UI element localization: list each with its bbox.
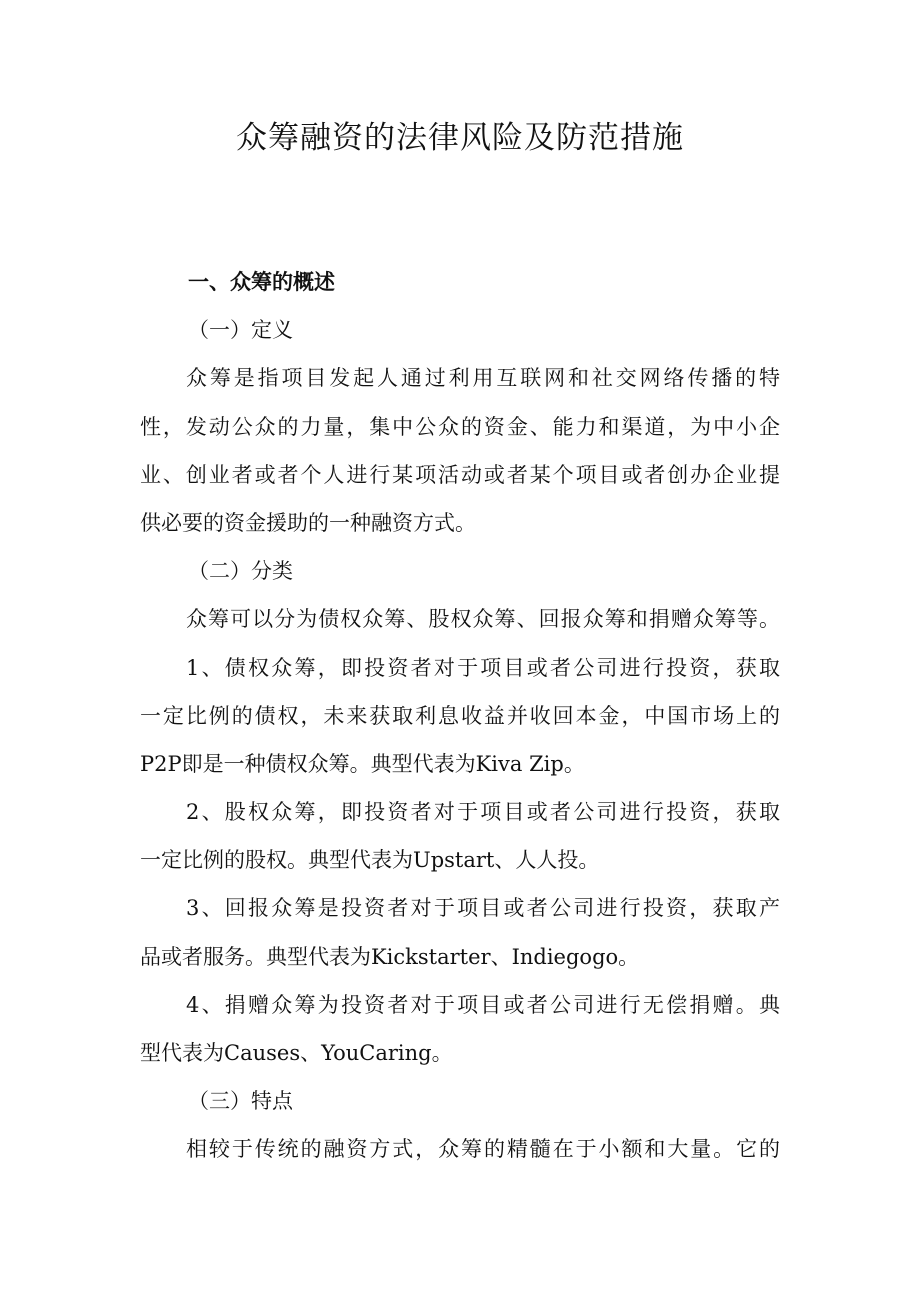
paragraph-line: 相较于传统的融资方式，众筹的精髓在于小额和大量。它的 [186,1137,780,1162]
paragraph-line: 众筹是指项目发起人通过利用互联网和社交网络传播的特 [186,366,780,391]
paragraph-line: 4、捐赠众筹为投资者对于项目或者公司进行无偿捐赠。典 [186,992,780,1017]
paragraph-line: 2、股权众筹，即投资者对于项目或者公司进行投资，获取 [186,800,780,825]
document-body [140,258,780,1174]
subsection-heading-definition: （一）定义 [188,318,293,343]
paragraph-line: 性，发动公众的力量，集中公众的资金、能力和渠道，为中小企 [140,414,780,439]
paragraph-line: 1、债权众筹，即投资者对于项目或者公司进行投资，获取 [186,655,780,680]
subsection-heading-classification: （二）分类 [188,559,293,584]
paragraph-line: 供必要的资金援助的一种融资方式。 [140,510,476,535]
paragraph-line: 一定比例的债权，未来获取利息收益并收回本金，中国市场上的 [140,703,780,728]
paragraph-line: 品或者服务。典型代表为Kickstarter、Indiegogo。 [140,944,640,969]
paragraph-line: 众筹可以分为债权众筹、股权众筹、回报众筹和捐赠众筹等。 [186,607,780,632]
paragraph-line: 一定比例的股权。典型代表为Upstart、人人投。 [140,848,600,873]
section-heading-overview: 一、众筹的概述 [188,270,335,294]
paragraph-line: P2P即是一种债权众筹。典型代表为Kiva Zip。 [140,751,585,776]
subsection-heading-features: （三）特点 [188,1089,293,1114]
paragraph-line: 型代表为Causes、YouCaring。 [140,1041,453,1065]
document-title: 众筹融资的法律风险及防范措施 [236,120,684,156]
paragraph-line: 3、回报众筹是投资者对于项目或者公司进行投资，获取产 [186,896,780,921]
paragraph-line: 业、创业者或者个人进行某项活动或者某个项目或者创办企业提 [140,462,780,487]
